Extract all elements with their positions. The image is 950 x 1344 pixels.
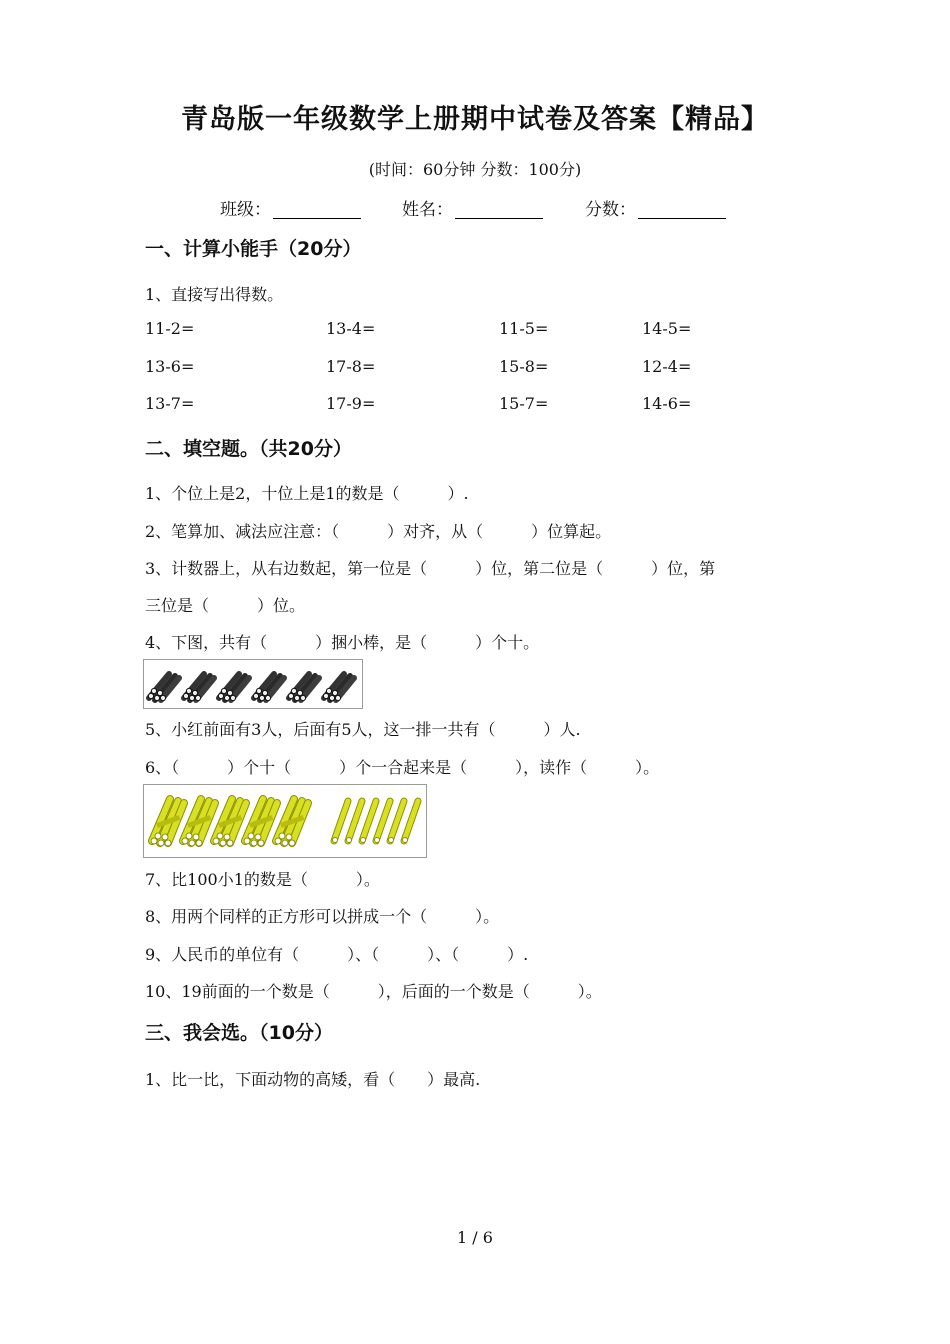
calc-item: 17-8=	[326, 357, 376, 376]
s2-question-5: 5、小红前面有3人，后面有5人，这一排一共有（ ）人.	[145, 720, 581, 739]
s2-question-3: 3、计数器上，从右边数起，第一位是（ ）位，第二位是（ ）位，第	[145, 559, 716, 578]
s2-question-6: 6、（ ）个十（ ）个一合起来是（ ），读作（ ）。	[145, 758, 660, 777]
s2-question-4: 4、下图，共有（ ）捆小棒，是（ ）个十。	[145, 633, 540, 652]
calc-item: 11-5=	[499, 319, 549, 338]
calc-item: 17-9=	[326, 394, 376, 413]
calc-item: 13-4=	[326, 319, 376, 338]
class-label: 班级：	[220, 200, 271, 220]
stick-bundles-image	[144, 660, 362, 708]
score-field	[585, 195, 726, 220]
calc-item: 15-7=	[499, 394, 549, 413]
calc-item: 15-8=	[499, 357, 549, 376]
exam-time-score: (时间：60分钟 分数：100分)	[368, 160, 582, 179]
calc-item: 13-6=	[145, 357, 195, 376]
calc-item: 11-2=	[145, 319, 195, 338]
section1-heading: 一、计算小能手（20分）	[145, 238, 362, 260]
calc-item: 14-5=	[642, 319, 692, 338]
s2-question-7: 7、比100小1的数是（ ）。	[145, 870, 380, 889]
s2-question-10: 10、19前面的一个数是（ ），后面的一个数是（ ）。	[145, 982, 602, 1001]
score-blank	[638, 200, 726, 219]
page-title: 青岛版一年级数学上册期中试卷及答案【精品】	[181, 104, 769, 135]
s2-question-3-cont: 三位是（ ）位。	[145, 596, 306, 615]
section2-heading: 二、填空题。（共20分）	[145, 438, 352, 460]
name-blank	[455, 200, 543, 219]
calc-item: 12-4=	[642, 357, 692, 376]
page-number: 1 / 6	[457, 1228, 493, 1247]
calc-item: 14-6=	[642, 394, 692, 413]
name-field	[402, 195, 543, 220]
name-label: 姓名：	[402, 200, 453, 220]
yellow-sticks-image	[144, 785, 426, 857]
class-field	[220, 195, 361, 220]
calc-item: 13-7=	[145, 394, 195, 413]
s2-question-8: 8、用两个同样的正方形可以拼成一个（ ）。	[145, 907, 500, 926]
s2-question-2: 2、笔算加、减法应注意：（ ）对齐，从（ ）位算起。	[145, 522, 612, 541]
yellow-sticks-figure	[143, 784, 427, 858]
class-blank	[273, 200, 361, 219]
s2-question-1: 1、个位上是2，十位上是1的数是（ ）.	[145, 484, 469, 503]
s1-question-1: 1、直接写出得数。	[145, 285, 284, 304]
stick-bundles-figure	[143, 659, 363, 709]
section3-heading: 三、我会选。（10分）	[145, 1022, 333, 1044]
s3-question-1: 1、比一比，下面动物的高矮，看（ ）最高.	[145, 1070, 481, 1089]
s2-question-9: 9、人民币的单位有（ ）、（ ）、（ ）.	[145, 945, 529, 964]
score-label: 分数：	[585, 200, 636, 220]
